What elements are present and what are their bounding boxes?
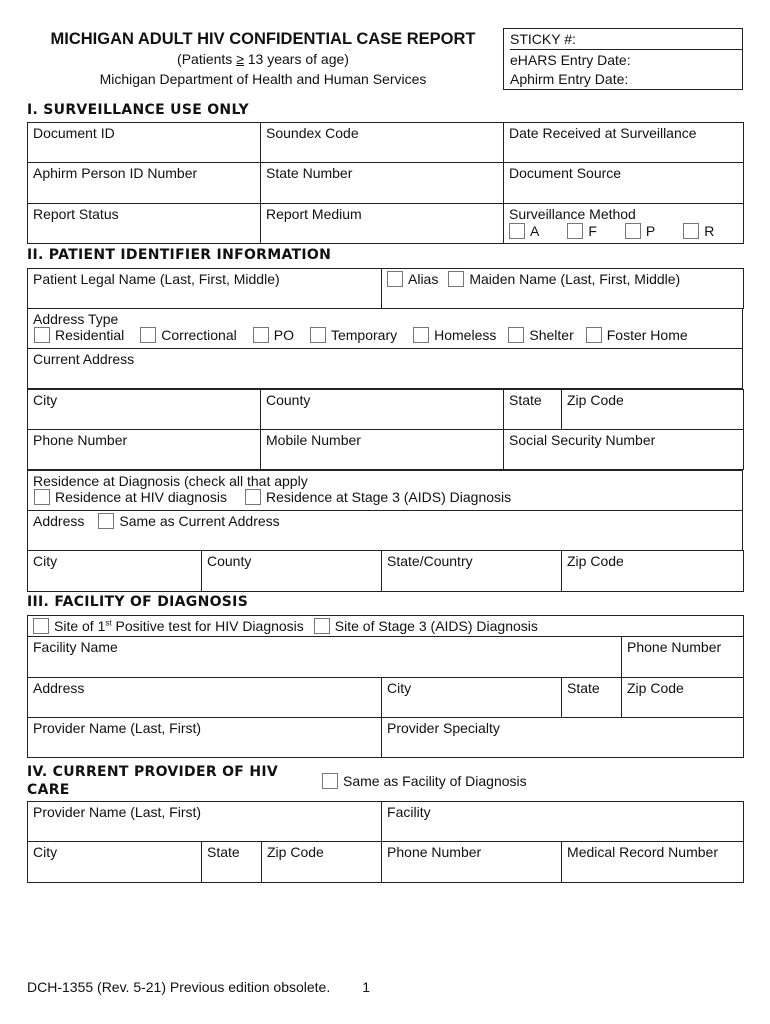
diagnosis-county-field[interactable]: County (202, 551, 382, 592)
facility-state-field[interactable]: State (562, 678, 622, 718)
homeless-checkbox[interactable] (413, 327, 429, 343)
facility-diagnosis-table (27, 615, 744, 758)
ssn-field[interactable]: Social Security Number (504, 430, 744, 470)
method-f-checkbox[interactable] (567, 223, 583, 239)
diagnosis-zip-field[interactable]: Zip Code (562, 551, 744, 592)
current-provider-name-field[interactable]: Provider Name (Last, First) (28, 802, 382, 842)
diagnosis-address-field[interactable]: Address Same as Current Address (28, 511, 743, 551)
section-4-heading: IV. CURRENT PROVIDER OF HIV CARE (27, 764, 278, 798)
facility-city-field[interactable]: City (382, 678, 562, 718)
current-address-field[interactable]: Current Address (28, 349, 743, 389)
age-subtitle: (Patients ≥ 13 years of age) (177, 51, 349, 67)
sticky-number-label: STICKY #: (510, 31, 576, 47)
section-2-heading: II. PATIENT IDENTIFIER INFORMATION (27, 247, 332, 263)
address-type-table (27, 308, 743, 389)
facility-phone-field[interactable]: Phone Number (622, 637, 744, 678)
site-of-diagnosis-field: Site of 1st Positive test for HIV Diagnosis Site of Stage 3 (AIDS) Diagnosis (28, 616, 744, 637)
form-number: DCH-1355 (Rev. 5-21) Previous edition obsolete. (27, 979, 331, 995)
current-state-field[interactable]: State (202, 842, 262, 883)
shelter-checkbox[interactable] (508, 327, 524, 343)
method-r-checkbox[interactable] (683, 223, 699, 239)
alias-checkbox[interactable] (387, 271, 403, 287)
diagnosis-city-field[interactable]: City (28, 551, 202, 592)
surveillance-method-field: Surveillance Method A F P R (504, 204, 744, 244)
phone-number-field[interactable]: Phone Number (28, 430, 261, 470)
county-field[interactable]: County (261, 390, 504, 430)
diagnosis-city-table (27, 550, 744, 592)
current-facility-field[interactable]: Facility (382, 802, 744, 842)
department-name: Michigan Department of Health and Human Services (99, 71, 427, 87)
same-as-facility-checkbox[interactable] (322, 773, 338, 789)
document-source-field[interactable]: Document Source (504, 163, 744, 204)
surveillance-method-label: Surveillance Method (509, 206, 636, 222)
aphirm-person-id-field[interactable]: Aphirm Person ID Number (28, 163, 261, 204)
facility-name-field[interactable]: Facility Name (28, 637, 622, 678)
maiden-name-checkbox[interactable] (448, 271, 464, 287)
method-a-checkbox[interactable] (509, 223, 525, 239)
facility-zip-field[interactable]: Zip Code (622, 678, 744, 718)
ehars-entry-date-label: eHARS Entry Date: (510, 52, 631, 68)
foster-home-checkbox[interactable] (586, 327, 602, 343)
residence-at-diagnosis-label: Residence at Diagnosis (check all that apply (33, 473, 308, 489)
po-checkbox[interactable] (253, 327, 269, 343)
medical-record-number-field[interactable]: Medical Record Number (562, 842, 744, 883)
residence-hiv-checkbox[interactable] (34, 489, 50, 505)
document-id-field[interactable]: Document ID (28, 123, 261, 163)
date-received-field[interactable]: Date Received at Surveillance (504, 123, 744, 163)
patient-legal-name-field[interactable]: Patient Legal Name (Last, First, Middle) (28, 269, 382, 309)
form-footer (27, 979, 370, 995)
form-title: MICHIGAN ADULT HIV CONFIDENTIAL CASE REPORT (50, 30, 476, 48)
provider-specialty-field[interactable]: Provider Specialty (382, 718, 744, 758)
zip-code-field[interactable]: Zip Code (562, 390, 744, 430)
same-as-current-checkbox[interactable] (98, 513, 114, 529)
city-field[interactable]: City (28, 390, 261, 430)
residence-diagnosis-table (27, 470, 743, 551)
soundex-code-field[interactable]: Soundex Code (261, 123, 504, 163)
section-3-heading: III. FACILITY OF DIAGNOSIS (27, 594, 249, 610)
address-type-field: Address Type Residential Correctional PO Temporary Homeless Shelter Foster Home (28, 309, 743, 349)
facility-provider-name-field[interactable]: Provider Name (Last, First) (28, 718, 382, 758)
patient-name-table (27, 268, 744, 309)
alias-maiden-field: Alias Maiden Name (Last, First, Middle) (382, 269, 744, 309)
facility-address-field[interactable]: Address (28, 678, 382, 718)
current-phone-field[interactable]: Phone Number (382, 842, 562, 883)
residence-at-diagnosis-field: Residence at Diagnosis (check all that apply Residence at HIV diagnosis Residence at Stage 3 (AIDS) Diagnosis (28, 471, 743, 511)
address-type-label: Address Type (33, 311, 119, 327)
current-city-field[interactable]: City (28, 842, 202, 883)
city-county-table (27, 389, 744, 470)
site-aids-checkbox[interactable] (314, 618, 330, 634)
same-as-facility-option: Same as Facility of Diagnosis (322, 773, 527, 789)
diagnosis-state-country-field[interactable]: State/Country (382, 551, 562, 592)
mobile-number-field[interactable]: Mobile Number (261, 430, 504, 470)
site-hiv-checkbox[interactable] (33, 618, 49, 634)
method-p-checkbox[interactable] (625, 223, 641, 239)
temporary-checkbox[interactable] (310, 327, 326, 343)
correctional-checkbox[interactable] (140, 327, 156, 343)
report-status-field[interactable]: Report Status (28, 204, 261, 244)
current-zip-field[interactable]: Zip Code (262, 842, 382, 883)
report-medium-field[interactable]: Report Medium (261, 204, 504, 244)
current-provider-table (27, 801, 744, 883)
surveillance-table (27, 122, 744, 244)
state-field[interactable]: State (504, 390, 562, 430)
page-number: 1 (362, 979, 371, 995)
sticky-box (503, 28, 743, 90)
state-number-field[interactable]: State Number (261, 163, 504, 204)
residence-aids-checkbox[interactable] (245, 489, 261, 505)
residential-checkbox[interactable] (34, 327, 50, 343)
aphirm-entry-date-label: Aphirm Entry Date: (510, 71, 629, 87)
section-1-heading: I. SURVEILLANCE USE ONLY (27, 102, 249, 118)
